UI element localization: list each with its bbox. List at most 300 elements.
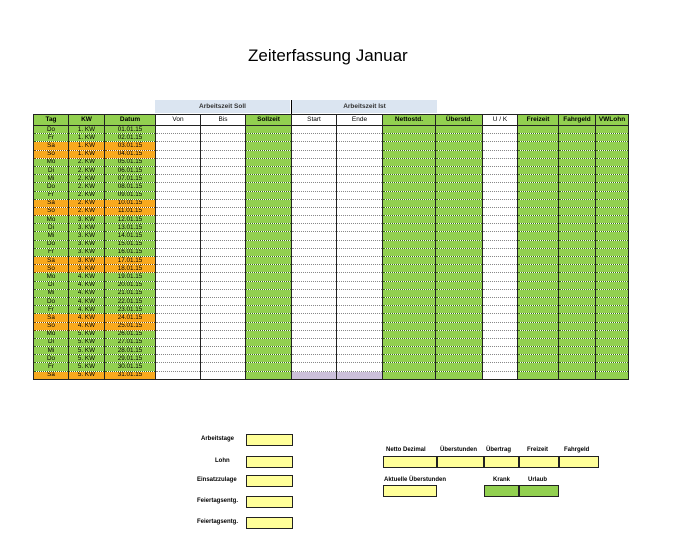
cell-start[interactable]: [292, 207, 337, 215]
cell-uk[interactable]: [483, 142, 518, 150]
cell-uk[interactable]: [483, 150, 518, 158]
cell-start[interactable]: [292, 355, 337, 363]
cell-uk[interactable]: [483, 347, 518, 355]
cell-bis[interactable]: [201, 257, 246, 265]
cell-vwlohn[interactable]: [596, 183, 629, 191]
cell-sollzeit[interactable]: [246, 142, 292, 150]
cell-nettostd[interactable]: [383, 355, 436, 363]
cell-ueberstd[interactable]: [436, 207, 483, 215]
cell-freizeit[interactable]: [518, 338, 559, 346]
cell-ueberstd[interactable]: [436, 199, 483, 207]
cell-sollzeit[interactable]: [246, 371, 292, 379]
cell-uk[interactable]: [483, 306, 518, 314]
cell-nettostd[interactable]: [383, 257, 436, 265]
cell-ende[interactable]: [337, 371, 383, 379]
cell-ende[interactable]: [337, 183, 383, 191]
cell-sollzeit[interactable]: [246, 166, 292, 174]
cell-fahrgeld[interactable]: [559, 232, 596, 240]
cell-ueberstd[interactable]: [436, 166, 483, 174]
cell-freizeit[interactable]: [518, 363, 559, 371]
cell-bis[interactable]: [201, 338, 246, 346]
cell-ueberstd[interactable]: [436, 158, 483, 166]
cell-fahrgeld[interactable]: [559, 355, 596, 363]
cell-bis[interactable]: [201, 347, 246, 355]
cell-uk[interactable]: [483, 207, 518, 215]
cell-vwlohn[interactable]: [596, 355, 629, 363]
cell-bis[interactable]: [201, 330, 246, 338]
cell-sollzeit[interactable]: [246, 297, 292, 305]
cell-vwlohn[interactable]: [596, 347, 629, 355]
cell-uk[interactable]: [483, 314, 518, 322]
cell-ende[interactable]: [337, 166, 383, 174]
cell-ende[interactable]: [337, 175, 383, 183]
cell-fahrgeld[interactable]: [559, 330, 596, 338]
cell-uk[interactable]: [483, 265, 518, 273]
cell-bis[interactable]: [201, 273, 246, 281]
cell-nettostd[interactable]: [383, 183, 436, 191]
header-start[interactable]: Start: [292, 115, 337, 126]
cell-freizeit[interactable]: [518, 158, 559, 166]
cell-bis[interactable]: [201, 175, 246, 183]
header-von[interactable]: Von: [156, 115, 201, 126]
cell-ueberstd[interactable]: [436, 232, 483, 240]
cell-freizeit[interactable]: [518, 347, 559, 355]
cell-fahrgeld[interactable]: [559, 199, 596, 207]
cell-von[interactable]: [156, 166, 201, 174]
cell-von[interactable]: [156, 363, 201, 371]
cell-freizeit[interactable]: [518, 134, 559, 142]
cell-sollzeit[interactable]: [246, 289, 292, 297]
cell-von[interactable]: [156, 257, 201, 265]
cell-sollzeit[interactable]: [246, 191, 292, 199]
cell-einsatzzulage[interactable]: [246, 475, 293, 487]
cell-vwlohn[interactable]: [596, 289, 629, 297]
cell-ende[interactable]: [337, 248, 383, 256]
cell-ueberstd[interactable]: [436, 257, 483, 265]
cell-uk[interactable]: [483, 281, 518, 289]
cell-vwlohn[interactable]: [596, 281, 629, 289]
cell-fahrgeld[interactable]: [559, 281, 596, 289]
cell-freizeit[interactable]: [518, 355, 559, 363]
cell-vwlohn[interactable]: [596, 297, 629, 305]
cell-vwlohn[interactable]: [596, 273, 629, 281]
cell-start[interactable]: [292, 306, 337, 314]
cell-von[interactable]: [156, 199, 201, 207]
cell-start[interactable]: [292, 126, 337, 134]
cell-bis[interactable]: [201, 355, 246, 363]
cell-nettostd[interactable]: [383, 158, 436, 166]
cell-sollzeit[interactable]: [246, 232, 292, 240]
cell-vwlohn[interactable]: [596, 232, 629, 240]
cell-ende[interactable]: [337, 338, 383, 346]
cell-nettostd[interactable]: [383, 240, 436, 248]
header-uk[interactable]: U / K: [483, 115, 518, 126]
cell-fahrgeld[interactable]: [559, 306, 596, 314]
cell-uk[interactable]: [483, 126, 518, 134]
cell-vwlohn[interactable]: [596, 142, 629, 150]
cell-uk[interactable]: [483, 297, 518, 305]
cell-fahrgeld[interactable]: [559, 126, 596, 134]
cell-start[interactable]: [292, 265, 337, 273]
cell-bis[interactable]: [201, 240, 246, 248]
cell-vwlohn[interactable]: [596, 257, 629, 265]
cell-ende[interactable]: [337, 232, 383, 240]
cell-freizeit[interactable]: [518, 166, 559, 174]
cell-ueberstd[interactable]: [436, 281, 483, 289]
cell-ueberstd[interactable]: [436, 322, 483, 330]
cell-bis[interactable]: [201, 134, 246, 142]
cell-uk[interactable]: [483, 322, 518, 330]
cell-freizeit[interactable]: [518, 306, 559, 314]
header-nettostd[interactable]: Nettostd.: [383, 115, 436, 126]
cell-ende[interactable]: [337, 265, 383, 273]
cell-nettostd[interactable]: [383, 265, 436, 273]
cell-start[interactable]: [292, 158, 337, 166]
cell-sollzeit[interactable]: [246, 322, 292, 330]
cell-bis[interactable]: [201, 232, 246, 240]
cell-freizeit[interactable]: [519, 456, 559, 468]
cell-vwlohn[interactable]: [596, 158, 629, 166]
header-fahrgeld[interactable]: Fahrgeld: [559, 115, 596, 126]
cell-ende[interactable]: [337, 191, 383, 199]
cell-nettostd[interactable]: [383, 322, 436, 330]
cell-bis[interactable]: [201, 150, 246, 158]
cell-start[interactable]: [292, 224, 337, 232]
cell-sollzeit[interactable]: [246, 199, 292, 207]
cell-ueberstd[interactable]: [436, 183, 483, 191]
cell-ueberstd[interactable]: [436, 306, 483, 314]
cell-bis[interactable]: [201, 224, 246, 232]
cell-von[interactable]: [156, 338, 201, 346]
cell-von[interactable]: [156, 207, 201, 215]
cell-bis[interactable]: [201, 199, 246, 207]
cell-freizeit[interactable]: [518, 232, 559, 240]
cell-sollzeit[interactable]: [246, 183, 292, 191]
cell-freizeit[interactable]: [518, 297, 559, 305]
cell-fahrgeld[interactable]: [559, 456, 599, 468]
cell-bis[interactable]: [201, 306, 246, 314]
cell-freizeit[interactable]: [518, 240, 559, 248]
header-vwlohn[interactable]: VWLohn: [596, 115, 629, 126]
cell-von[interactable]: [156, 183, 201, 191]
cell-ende[interactable]: [337, 363, 383, 371]
cell-ueberstd[interactable]: [436, 126, 483, 134]
cell-ueberstd[interactable]: [436, 224, 483, 232]
cell-start[interactable]: [292, 322, 337, 330]
cell-ueberstd[interactable]: [436, 150, 483, 158]
cell-von[interactable]: [156, 158, 201, 166]
cell-nettostd[interactable]: [383, 281, 436, 289]
cell-fahrgeld[interactable]: [559, 240, 596, 248]
cell-vwlohn[interactable]: [596, 338, 629, 346]
cell-uebertrag[interactable]: [484, 456, 519, 468]
cell-nettostd[interactable]: [383, 363, 436, 371]
cell-vwlohn[interactable]: [596, 175, 629, 183]
cell-nettostd[interactable]: [383, 166, 436, 174]
cell-ende[interactable]: [337, 281, 383, 289]
cell-start[interactable]: [292, 330, 337, 338]
cell-ende[interactable]: [337, 330, 383, 338]
cell-start[interactable]: [292, 199, 337, 207]
cell-bis[interactable]: [201, 265, 246, 273]
cell-vwlohn[interactable]: [596, 248, 629, 256]
cell-arbeitstage[interactable]: [246, 434, 293, 446]
cell-uk[interactable]: [483, 330, 518, 338]
cell-ende[interactable]: [337, 207, 383, 215]
cell-von[interactable]: [156, 150, 201, 158]
cell-uk[interactable]: [483, 355, 518, 363]
cell-aktuelle-ueberstunden[interactable]: [383, 485, 437, 497]
cell-bis[interactable]: [201, 158, 246, 166]
header-freizeit[interactable]: Freizeit: [518, 115, 559, 126]
cell-sollzeit[interactable]: [246, 314, 292, 322]
cell-freizeit[interactable]: [518, 224, 559, 232]
cell-von[interactable]: [156, 297, 201, 305]
cell-sollzeit[interactable]: [246, 273, 292, 281]
cell-nettostd[interactable]: [383, 338, 436, 346]
cell-vwlohn[interactable]: [596, 166, 629, 174]
cell-vwlohn[interactable]: [596, 224, 629, 232]
cell-fahrgeld[interactable]: [559, 248, 596, 256]
cell-freizeit[interactable]: [518, 248, 559, 256]
cell-vwlohn[interactable]: [596, 191, 629, 199]
cell-start[interactable]: [292, 347, 337, 355]
cell-von[interactable]: [156, 322, 201, 330]
cell-uk[interactable]: [483, 289, 518, 297]
cell-ueberstd[interactable]: [436, 338, 483, 346]
cell-nettostd[interactable]: [383, 289, 436, 297]
cell-ende[interactable]: [337, 150, 383, 158]
cell-von[interactable]: [156, 126, 201, 134]
cell-bis[interactable]: [201, 191, 246, 199]
cell-ende[interactable]: [337, 134, 383, 142]
cell-fahrgeld[interactable]: [559, 297, 596, 305]
cell-krank[interactable]: [484, 485, 519, 497]
cell-sollzeit[interactable]: [246, 216, 292, 224]
cell-freizeit[interactable]: [518, 191, 559, 199]
cell-von[interactable]: [156, 175, 201, 183]
cell-bis[interactable]: [201, 126, 246, 134]
cell-fahrgeld[interactable]: [559, 134, 596, 142]
cell-von[interactable]: [156, 314, 201, 322]
cell-vwlohn[interactable]: [596, 330, 629, 338]
header-ende[interactable]: Ende: [337, 115, 383, 126]
cell-start[interactable]: [292, 248, 337, 256]
cell-ueberstd[interactable]: [436, 240, 483, 248]
cell-ueberstd[interactable]: [436, 248, 483, 256]
cell-von[interactable]: [156, 355, 201, 363]
cell-start[interactable]: [292, 183, 337, 191]
cell-freizeit[interactable]: [518, 183, 559, 191]
cell-fahrgeld[interactable]: [559, 175, 596, 183]
cell-sollzeit[interactable]: [246, 134, 292, 142]
cell-uk[interactable]: [483, 199, 518, 207]
cell-start[interactable]: [292, 191, 337, 199]
cell-ueberstd[interactable]: [436, 216, 483, 224]
cell-fahrgeld[interactable]: [559, 273, 596, 281]
cell-uk[interactable]: [483, 166, 518, 174]
cell-bis[interactable]: [201, 142, 246, 150]
cell-von[interactable]: [156, 265, 201, 273]
cell-feiertagsentg-2[interactable]: [246, 517, 293, 529]
cell-start[interactable]: [292, 273, 337, 281]
cell-bis[interactable]: [201, 297, 246, 305]
cell-nettostd[interactable]: [383, 330, 436, 338]
cell-von[interactable]: [156, 281, 201, 289]
cell-uk[interactable]: [483, 273, 518, 281]
cell-ueberstd[interactable]: [436, 347, 483, 355]
cell-freizeit[interactable]: [518, 207, 559, 215]
cell-von[interactable]: [156, 134, 201, 142]
cell-uk[interactable]: [483, 232, 518, 240]
cell-fahrgeld[interactable]: [559, 224, 596, 232]
cell-von[interactable]: [156, 191, 201, 199]
cell-nettostd[interactable]: [383, 191, 436, 199]
cell-fahrgeld[interactable]: [559, 363, 596, 371]
cell-vwlohn[interactable]: [596, 322, 629, 330]
header-ueberstd[interactable]: Überstd.: [436, 115, 483, 126]
cell-uk[interactable]: [483, 216, 518, 224]
header-kw[interactable]: KW: [69, 115, 105, 126]
cell-nettostd[interactable]: [383, 142, 436, 150]
header-datum[interactable]: Datum: [105, 115, 156, 126]
cell-von[interactable]: [156, 306, 201, 314]
cell-uk[interactable]: [483, 240, 518, 248]
cell-ende[interactable]: [337, 126, 383, 134]
cell-freizeit[interactable]: [518, 322, 559, 330]
cell-ende[interactable]: [337, 347, 383, 355]
cell-von[interactable]: [156, 224, 201, 232]
cell-nettostd[interactable]: [383, 314, 436, 322]
cell-bis[interactable]: [201, 166, 246, 174]
cell-uk[interactable]: [483, 338, 518, 346]
cell-freizeit[interactable]: [518, 330, 559, 338]
cell-von[interactable]: [156, 289, 201, 297]
cell-sollzeit[interactable]: [246, 306, 292, 314]
cell-start[interactable]: [292, 314, 337, 322]
cell-ende[interactable]: [337, 273, 383, 281]
cell-nettostd[interactable]: [383, 150, 436, 158]
cell-vwlohn[interactable]: [596, 265, 629, 273]
cell-freizeit[interactable]: [518, 289, 559, 297]
cell-nettostd[interactable]: [383, 175, 436, 183]
cell-ende[interactable]: [337, 289, 383, 297]
cell-start[interactable]: [292, 371, 337, 379]
cell-start[interactable]: [292, 142, 337, 150]
cell-vwlohn[interactable]: [596, 216, 629, 224]
cell-sollzeit[interactable]: [246, 175, 292, 183]
cell-nettostd[interactable]: [383, 347, 436, 355]
cell-sollzeit[interactable]: [246, 347, 292, 355]
header-tag[interactable]: Tag: [34, 115, 69, 126]
cell-bis[interactable]: [201, 183, 246, 191]
cell-ende[interactable]: [337, 306, 383, 314]
cell-ueberstd[interactable]: [436, 355, 483, 363]
cell-freizeit[interactable]: [518, 273, 559, 281]
cell-ende[interactable]: [337, 257, 383, 265]
cell-vwlohn[interactable]: [596, 371, 629, 379]
cell-start[interactable]: [292, 216, 337, 224]
cell-feiertagsentg-1[interactable]: [246, 496, 293, 508]
cell-uk[interactable]: [483, 191, 518, 199]
cell-nettostd[interactable]: [383, 207, 436, 215]
cell-ueberstd[interactable]: [436, 142, 483, 150]
cell-ende[interactable]: [337, 158, 383, 166]
cell-fahrgeld[interactable]: [559, 150, 596, 158]
cell-freizeit[interactable]: [518, 281, 559, 289]
cell-ueberstd[interactable]: [436, 273, 483, 281]
cell-freizeit[interactable]: [518, 175, 559, 183]
cell-vwlohn[interactable]: [596, 314, 629, 322]
cell-sollzeit[interactable]: [246, 224, 292, 232]
cell-uk[interactable]: [483, 183, 518, 191]
header-bis[interactable]: Bis: [201, 115, 246, 126]
cell-fahrgeld[interactable]: [559, 216, 596, 224]
cell-start[interactable]: [292, 338, 337, 346]
cell-start[interactable]: [292, 175, 337, 183]
cell-start[interactable]: [292, 281, 337, 289]
cell-sollzeit[interactable]: [246, 248, 292, 256]
cell-sollzeit[interactable]: [246, 363, 292, 371]
cell-uk[interactable]: [483, 363, 518, 371]
cell-ueberstd[interactable]: [436, 314, 483, 322]
cell-vwlohn[interactable]: [596, 199, 629, 207]
cell-start[interactable]: [292, 134, 337, 142]
cell-sollzeit[interactable]: [246, 158, 292, 166]
cell-vwlohn[interactable]: [596, 240, 629, 248]
cell-vwlohn[interactable]: [596, 306, 629, 314]
cell-freizeit[interactable]: [518, 265, 559, 273]
cell-vwlohn[interactable]: [596, 134, 629, 142]
cell-fahrgeld[interactable]: [559, 371, 596, 379]
cell-netto-dezimal[interactable]: [383, 456, 437, 468]
cell-fahrgeld[interactable]: [559, 257, 596, 265]
cell-ende[interactable]: [337, 297, 383, 305]
cell-sollzeit[interactable]: [246, 240, 292, 248]
cell-freizeit[interactable]: [518, 314, 559, 322]
cell-fahrgeld[interactable]: [559, 338, 596, 346]
cell-sollzeit[interactable]: [246, 150, 292, 158]
cell-start[interactable]: [292, 240, 337, 248]
cell-ueberstd[interactable]: [436, 175, 483, 183]
cell-nettostd[interactable]: [383, 273, 436, 281]
cell-nettostd[interactable]: [383, 297, 436, 305]
cell-nettostd[interactable]: [383, 371, 436, 379]
cell-ueberstd[interactable]: [436, 297, 483, 305]
cell-ende[interactable]: [337, 216, 383, 224]
cell-ueberstd[interactable]: [436, 363, 483, 371]
cell-fahrgeld[interactable]: [559, 166, 596, 174]
cell-von[interactable]: [156, 216, 201, 224]
cell-nettostd[interactable]: [383, 224, 436, 232]
cell-sollzeit[interactable]: [246, 257, 292, 265]
cell-vwlohn[interactable]: [596, 150, 629, 158]
cell-uk[interactable]: [483, 175, 518, 183]
cell-ueberstunden[interactable]: [437, 456, 484, 468]
cell-ende[interactable]: [337, 142, 383, 150]
cell-start[interactable]: [292, 166, 337, 174]
cell-start[interactable]: [292, 363, 337, 371]
cell-start[interactable]: [292, 150, 337, 158]
cell-start[interactable]: [292, 232, 337, 240]
cell-ueberstd[interactable]: [436, 134, 483, 142]
cell-nettostd[interactable]: [383, 134, 436, 142]
cell-vwlohn[interactable]: [596, 207, 629, 215]
cell-fahrgeld[interactable]: [559, 347, 596, 355]
cell-uk[interactable]: [483, 224, 518, 232]
cell-ende[interactable]: [337, 355, 383, 363]
cell-freizeit[interactable]: [518, 150, 559, 158]
